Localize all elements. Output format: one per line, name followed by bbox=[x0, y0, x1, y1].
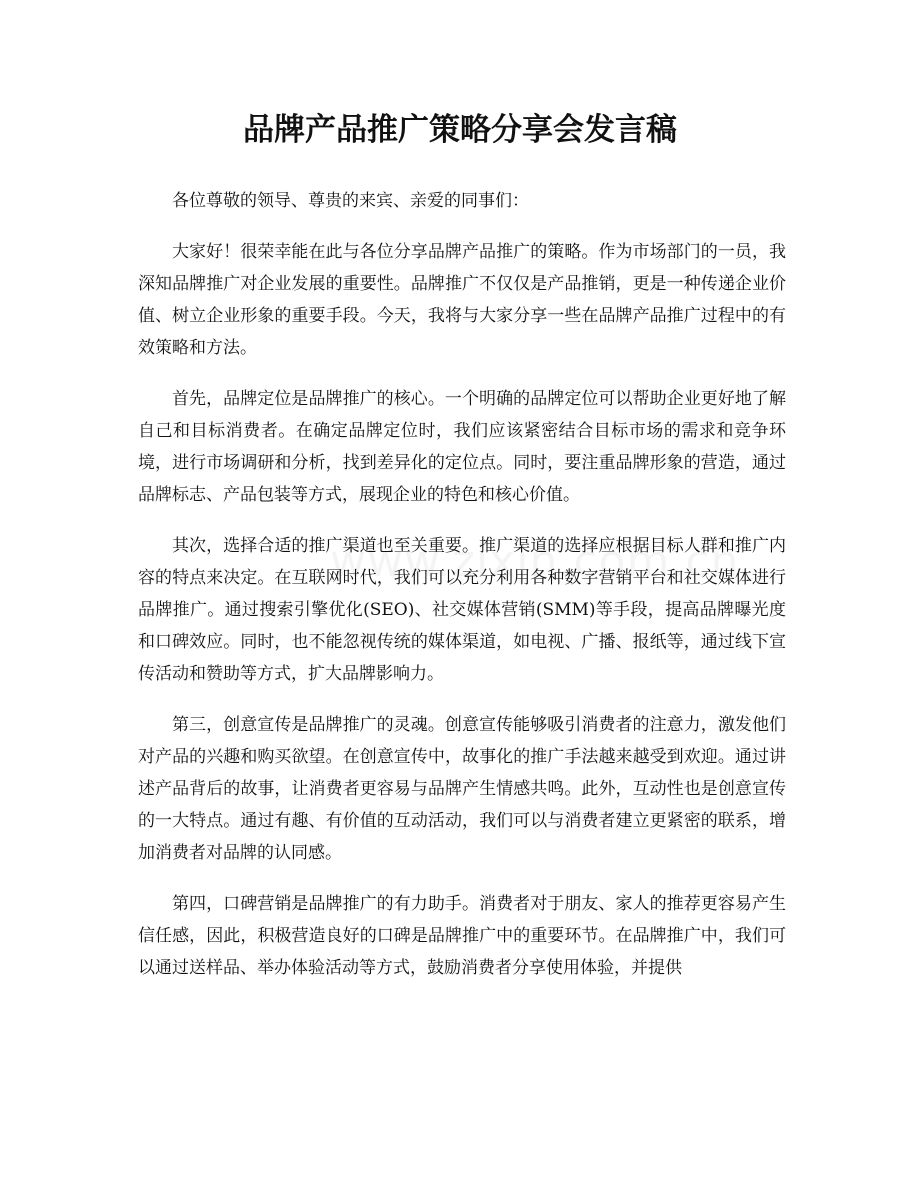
paragraph-word-of-mouth: 第四，口碑营销是品牌推广的有力助手。消费者对于朋友、家人的推荐更容易产生信任感，因此，积极营造良好的口碑是品牌推广中的重要环节。在品牌推广中，我们可以通过送样品、举办体验活动等方式，鼓励消费者分享使用体验，并提供 bbox=[138, 894, 786, 978]
document-title: 品牌产品推广策略分享会发言稿 bbox=[243, 112, 677, 148]
paragraph-promotion-channels: 其次，选择合适的推广渠道也至关重要。推广渠道的选择应根据目标人群和推广内容的特点来决定。在互联网时代，我们可以充分利用各种数字营销平台和社交媒体进行品牌推广。通过搜索引擎优化(SEO)、社交媒体营销(SMM)等手段，提高品牌曝光度和口碑效应。同时，也不能忽视传统的媒体渠道，如电视、广播、报纸等，通过线下宣传活动和赞助等方式，扩大品牌影响力。 bbox=[138, 536, 786, 684]
paragraph-greeting: 各位尊敬的领导、尊贵的来宾、亲爱的同事们： bbox=[172, 191, 529, 211]
paragraph-brand-positioning: 首先，品牌定位是品牌推广的核心。一个明确的品牌定位可以帮助企业更好地了解自己和目标消费者。在确定品牌定位时，我们应该紧密结合目标市场的需求和竞争环境，进行市场调研和分析，找到差异化的定位点。同时，要注重品牌形象的营造，通过品牌标志、产品包装等方式，展现企业的特色和核心价值。 bbox=[138, 389, 786, 505]
document-body bbox=[138, 185, 786, 1003]
paragraph-intro: 大家好！很荣幸能在此与各位分享品牌产品推广的策略。作为市场部门的一员，我深知品牌推广对企业发展的重要性。品牌推广不仅仅是产品推销，更是一种传递企业价值、树立企业形象的重要手段。今天，我将与大家分享一些在品牌产品推广过程中的有效策略和方法。 bbox=[138, 242, 786, 358]
paragraph-creative-promotion: 第三，创意宣传是品牌推广的灵魂。创意宣传能够吸引消费者的注意力，激发他们对产品的兴趣和购买欲望。在创意宣传中，故事化的推广手法越来越受到欢迎。通过讲述产品背后的故事，让消费者更容易与品牌产生情感共鸣。此外，互动性也是创意宣传的一大特点。通过有趣、有价值的互动活动，我们可以与消费者建立更紧密的联系，增加消费者对品牌的认同感。 bbox=[138, 715, 786, 863]
